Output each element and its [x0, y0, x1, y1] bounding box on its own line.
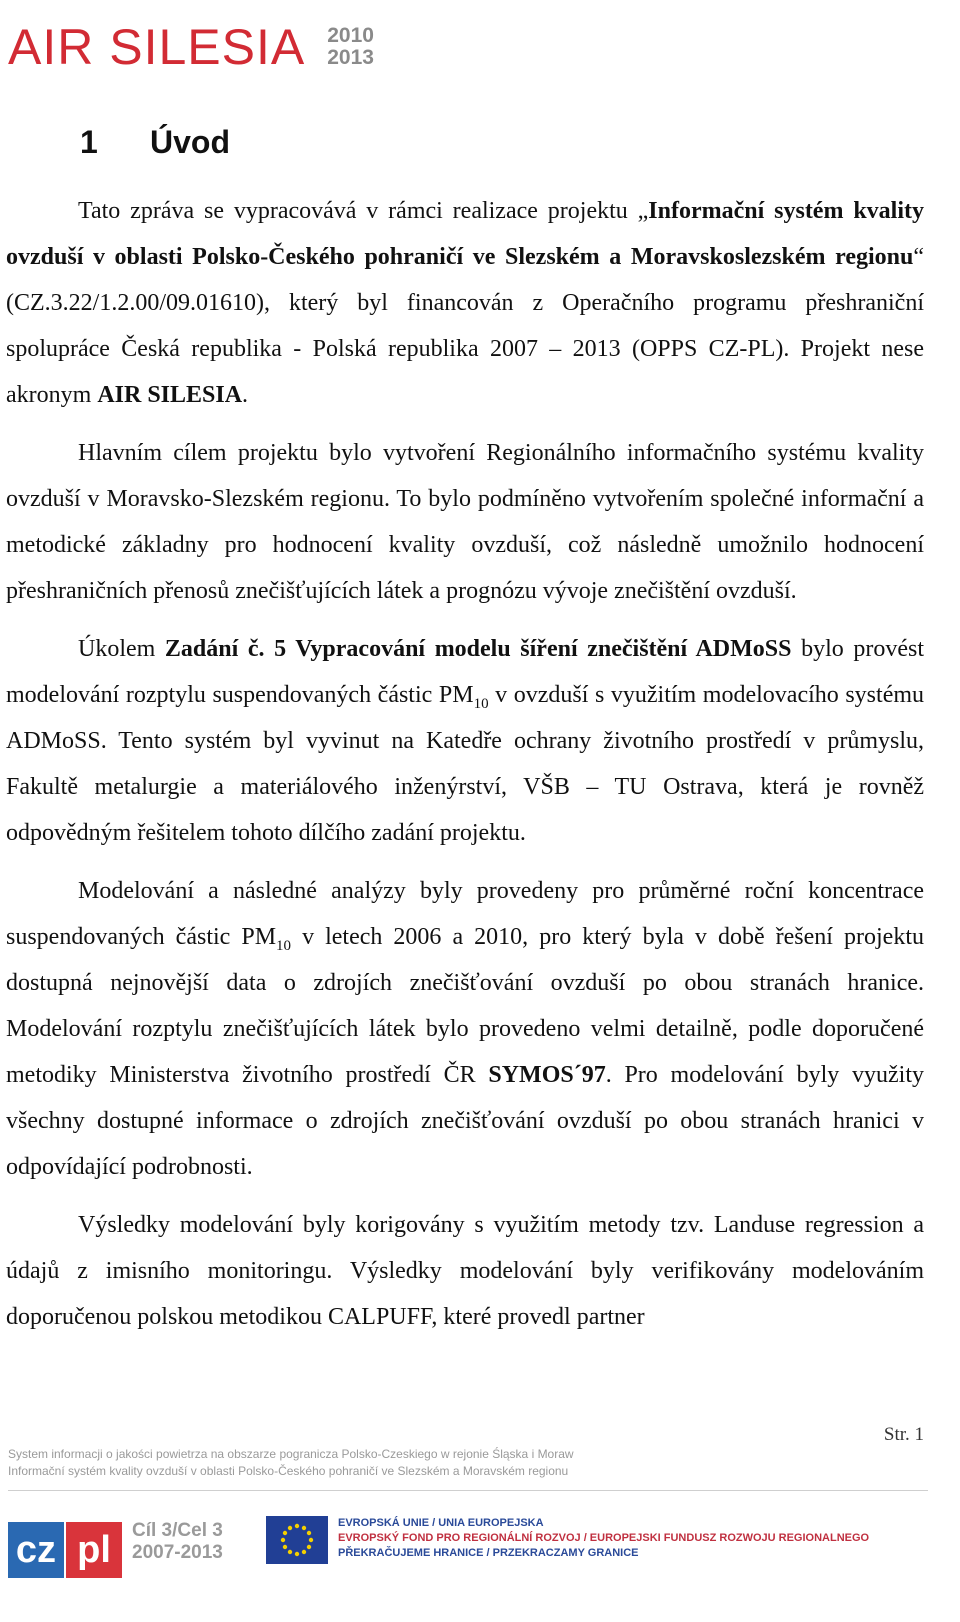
- text-run: Úkolem: [78, 636, 165, 662]
- text-run: Modelování a následné analýzy byly provedeny pro průměrné roční koncentrace suspendovaných částic PM: [6, 878, 924, 950]
- eu-line-3: PŘEKRAČUJEME HRANICE / PRZEKRACZAMY GRANICE: [338, 1547, 639, 1559]
- page-number: Str. 1: [883, 1424, 924, 1445]
- eu-fund-text: [338, 1516, 869, 1561]
- pl-logo-block: pl: [66, 1522, 122, 1578]
- text-run: “ (CZ.3.22/1.2.00/09.01610), který byl financován z Operačního programu přeshraniční spolupráce Česká republika - Polská republika 2007 – 2013 (OPPS CZ-PL). Projekt nese akronym: [6, 244, 924, 408]
- cz-logo-block: cz: [8, 1522, 64, 1578]
- section-number: 1: [80, 124, 98, 160]
- cil-bottom: 2007-2013: [132, 1542, 223, 1563]
- paragraph-intro: [6, 188, 924, 418]
- logo-year-bottom: 2013: [327, 46, 374, 69]
- footer-project-text: [8, 1446, 908, 1480]
- logo-text: AIR SILESIA: [8, 19, 306, 75]
- footer-line-polish: System informacji o jakości powietrza na obszarze pogranicza Polsko-Czeskiego w rejonie Śląska i Moraw: [8, 1447, 574, 1461]
- task-name: Zadání č. 5 Vypracování modelu šíření znečištění ADMoSS: [164, 636, 792, 662]
- eu-line-2: EVROPSKÝ FOND PRO REGIONÁLNÍ ROZVOJ / EUROPEJSKI FUNDUSZ ROZWOJU REGIONALNEGO: [338, 1532, 870, 1544]
- text-run: .: [242, 382, 249, 408]
- text-run: v ovzduší s využitím modelovacího systému ADMoSS. Tento systém byl vyvinut na Katedře ochrany životního prostředí v průmyslu, Fakultě metalurgie a materiálového inženýrství, VŠB – TU Ostrava, která je rovněž odpovědným řešitelem tohoto dílčího zadání projektu.: [6, 682, 925, 846]
- paragraph-task: [6, 626, 924, 856]
- paragraph-modelling: [6, 868, 924, 1190]
- footer-logos: [8, 1514, 948, 1608]
- text-run: Tato zpráva se vypracovává v rámci realizace projektu „: [78, 198, 649, 224]
- project-name: Informační systém kvality ovzduší v oblasti Polsko-Českého pohraničí ve Slezském a Moravskoslezském regionu: [6, 198, 924, 270]
- text-run: v letech 2006 a 2010, pro který byla v době řešení projektu dostupná nejnovější data o zdrojích znečišťování ovzduší po obou stranách hranice. Modelování rozptylu znečišťujících látek bylo provedeno velmi detailně, podle doporučené metodiky Ministerstva životního prostředí ČR: [6, 924, 924, 1088]
- eu-flag-icon: [266, 1516, 328, 1564]
- air-silesia-logo: [8, 18, 374, 76]
- section-title: Úvod: [150, 124, 230, 160]
- subscript: 10: [473, 695, 489, 712]
- subscript: 10: [276, 937, 292, 954]
- document-body: [6, 188, 924, 1340]
- cil-logo: [132, 1520, 223, 1564]
- footer-line-czech: Informační systém kvality ovzduší v oblasti Polsko-Českého pohraničí ve Slezském a Moravském regionu: [8, 1464, 569, 1478]
- paragraph-results: Výsledky modelování byly korigovány s využitím metody tzv. Landuse regression a údajů z imisního monitoringu. Výsledky modelování byly verifikovány modelováním doporučenou polskou metodikou CALPUFF, které provedl partner: [6, 1212, 924, 1330]
- eu-stars-icon: [266, 1516, 328, 1564]
- project-acronym: AIR SILESIA: [97, 382, 243, 408]
- methodology-name: SYMOS´97: [488, 1062, 606, 1088]
- cil-top: Cíl 3/Cel 3: [132, 1520, 223, 1541]
- logo-year-top: 2010: [327, 24, 374, 47]
- cz-pl-logo: [8, 1522, 122, 1578]
- eu-line-1: EVROPSKÁ UNIE / UNIA EUROPEJSKA: [338, 1517, 544, 1529]
- text-run: . Pro modelování byly využity všechny dostupné informace o zdrojích znečišťování ovzduší po obou stranách hranici v odpovídající podrobnosti.: [6, 1062, 924, 1180]
- text-run: bylo provést modelování rozptylu suspendovaných částic PM: [6, 636, 924, 708]
- footer-divider: [8, 1490, 928, 1491]
- paragraph-goal: Hlavním cílem projektu bylo vytvoření Regionálního informačního systému kvality ovzduší v Moravsko-Slezském regionu. To bylo podmíněno vytvořením společné informační a metodické základny pro hodnocení kvality ovzduší, což následně umožnilo hodnocení přeshraničních přenosů znečišťujících látek a prognózu vývoje znečištění ovzduší.: [6, 440, 924, 604]
- logo-years: [327, 25, 374, 69]
- section-heading: [80, 124, 230, 161]
